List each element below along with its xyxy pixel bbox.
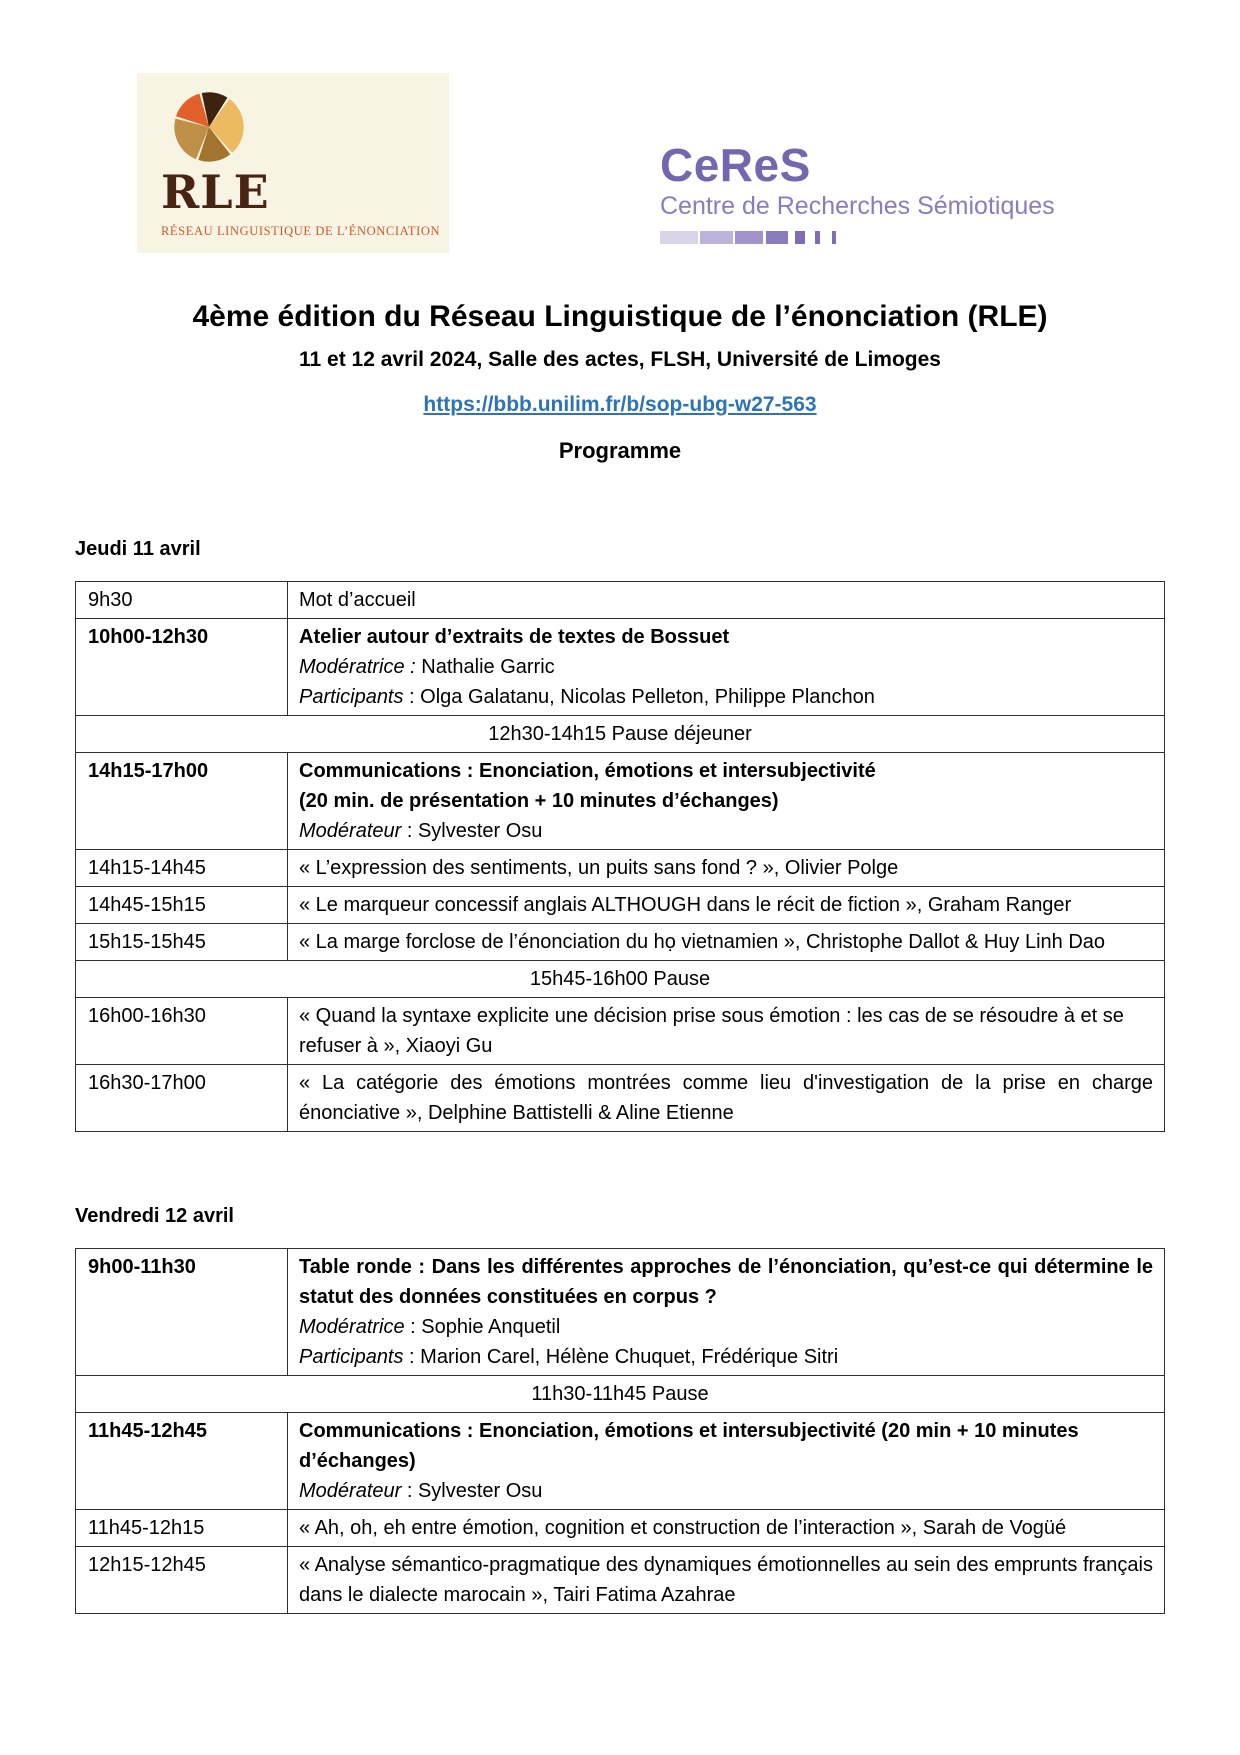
table-row (76, 1413, 1165, 1510)
day-heading: Vendredi 12 avril (75, 1205, 234, 1227)
time-cell: 10h00-12h30 (76, 619, 288, 716)
text-segment: Table ronde : Dans les différentes approches de l’énonciation, qu’est-ce qui détermine le statut des données constituées en corpus ? (299, 1256, 1153, 1308)
text-segment: : Sylvester Osu (401, 1480, 543, 1502)
text-segment: Modérateur (299, 1480, 402, 1502)
session-line (299, 756, 1153, 786)
table-row (76, 887, 1165, 924)
ceres-logo-acronym: CeReS (660, 139, 811, 191)
text-segment: : Olga Galatanu, Nicolas Pelleton, Philippe Planchon (403, 686, 875, 708)
text-segment: Modératrice (299, 1316, 405, 1338)
ceres-logo (660, 139, 1055, 244)
time-cell: 14h45-15h15 (76, 887, 288, 924)
table-row (76, 716, 1165, 753)
ceres-logo-caption: Centre de Recherches Sémiotiques (660, 192, 1055, 220)
ceres-bar-block (815, 231, 820, 244)
time-cell: 11h45-12h15 (76, 1510, 288, 1547)
session-line (299, 622, 1153, 652)
text-segment: « Analyse sémantico-pragmatique des dynamiques émotionnelles au sein des emprunts français dans le dialecte marocain », Tairi Fatima Azahrae (299, 1554, 1153, 1606)
text-segment: Mot d’accueil (299, 589, 416, 611)
day-heading: Jeudi 11 avril (75, 538, 201, 560)
program-days (75, 538, 1165, 1614)
program-table (75, 581, 1165, 1132)
text-segment: « La catégorie des émotions montrées comme lieu d'investigation de la prise en charge énonciative », Delphine Battistelli & Aline Etienne (299, 1072, 1153, 1124)
session-cell (288, 619, 1165, 716)
table-row (76, 1249, 1165, 1376)
text-segment: « Le marqueur concessif anglais ALTHOUGH dans le récit de fiction », Graham Ranger (299, 894, 1072, 916)
table-row (76, 998, 1165, 1065)
time-cell: 11h45-12h45 (76, 1413, 288, 1510)
ceres-logo-bar-icon (660, 231, 1055, 244)
ceres-bar-block (735, 231, 763, 244)
rle-circle-icon (171, 87, 247, 167)
text-segment: « La marge forclose de l’énonciation du họ vietnamien », Christophe Dallot & Huy Linh Dao (299, 931, 1106, 953)
session-cell (288, 924, 1165, 961)
document-title: 4ème édition du Réseau Linguistique de l’énonciation (RLE) (192, 300, 1048, 333)
pause-row: 12h30-14h15 Pause déjeuner (76, 716, 1165, 753)
time-cell: 9h00-11h30 (76, 1249, 288, 1376)
time-cell: 15h15-15h45 (76, 924, 288, 961)
session-cell (288, 1413, 1165, 1510)
ceres-bar-block (700, 231, 733, 244)
session-line (299, 816, 1153, 846)
text-segment: : Sophie Anquetil (404, 1316, 561, 1338)
table-row (76, 1065, 1165, 1132)
session-line (299, 1476, 1153, 1506)
session-cell (288, 1065, 1165, 1132)
text-segment: Modérateur (299, 820, 402, 842)
ceres-bar-block (795, 231, 805, 244)
pause-row: 11h30-11h45 Pause (76, 1376, 1165, 1413)
table-row (76, 582, 1165, 619)
meeting-link[interactable]: https://bbb.unilim.fr/b/sop-ubg-w27-563 (423, 393, 817, 416)
time-cell: 12h15-12h45 (76, 1547, 288, 1614)
text-segment: Participants (299, 1346, 404, 1368)
text-segment: Nathalie Garric (415, 656, 555, 678)
ceres-bar-block (766, 231, 788, 244)
program-table (75, 1248, 1165, 1614)
session-cell (288, 850, 1165, 887)
session-cell (288, 998, 1165, 1065)
document-subtitle: 11 et 12 avril 2024, Salle des actes, FLSH, Université de Limoges (299, 348, 941, 371)
time-cell: 16h30-17h00 (76, 1065, 288, 1132)
session-line (299, 1312, 1153, 1342)
pause-row: 15h45-16h00 Pause (76, 961, 1165, 998)
ceres-bar-block (660, 231, 698, 244)
session-line (299, 927, 1153, 957)
rle-logo-acronym: RLE (161, 165, 270, 219)
text-segment: « L’expression des sentiments, un puits sans fond ? », Olivier Polge (299, 857, 899, 879)
text-segment: Communications : Enonciation, émotions et intersubjectivité (20 min + 10 minutes d’échanges) (299, 1420, 1079, 1472)
ceres-bar-block (832, 231, 836, 244)
table-row (76, 753, 1165, 850)
text-segment: Atelier autour d’extraits de textes de Bossuet (299, 626, 730, 648)
text-segment: « Quand la syntaxe explicite une décision prise sous émotion : les cas de se résoudre à et se refuser à », Xiaoyi Gu (299, 1005, 1124, 1057)
session-line (299, 853, 1153, 883)
rle-logo-caption: RÉSEAU LINGUISTIQUE DE L’ÉNONCIATION (161, 224, 441, 238)
text-segment: (20 min. de présentation + 10 minutes d’échanges) (299, 790, 779, 812)
session-cell (288, 1510, 1165, 1547)
table-row (76, 850, 1165, 887)
time-cell: 14h15-14h45 (76, 850, 288, 887)
text-segment: : Marion Carel, Hélène Chuquet, Frédérique Sitri (403, 1346, 839, 1368)
session-line (299, 1342, 1153, 1372)
session-line (299, 1068, 1153, 1128)
text-segment: Participants (299, 686, 404, 708)
session-line (299, 585, 1153, 615)
session-cell (288, 582, 1165, 619)
session-line (299, 890, 1153, 920)
session-line (299, 786, 1153, 816)
table-row (76, 1547, 1165, 1614)
meeting-link-row (75, 393, 1165, 417)
session-cell (288, 1249, 1165, 1376)
text-segment: : Sylvester Osu (401, 820, 543, 842)
session-line (299, 652, 1153, 682)
time-cell: 16h00-16h30 (76, 998, 288, 1065)
session-cell (288, 887, 1165, 924)
time-cell: 14h15-17h00 (76, 753, 288, 850)
time-cell: 9h30 (76, 582, 288, 619)
program-heading: Programme (558, 438, 682, 463)
session-cell (288, 753, 1165, 850)
session-line (299, 1252, 1153, 1312)
session-cell (288, 1547, 1165, 1614)
table-row (76, 924, 1165, 961)
session-line (299, 1550, 1153, 1610)
table-row (76, 1376, 1165, 1413)
text-segment: « Ah, oh, eh entre émotion, cognition et construction de l’interaction », Sarah de Vogüé (299, 1517, 1067, 1539)
header-logos (75, 0, 1165, 253)
session-line (299, 1416, 1153, 1476)
session-line (299, 1513, 1153, 1543)
rle-logo (137, 73, 449, 253)
session-line (299, 1001, 1153, 1061)
table-row (76, 961, 1165, 998)
table-row (76, 619, 1165, 716)
text-segment: Communications : Enonciation, émotions et intersubjectivité (299, 760, 876, 782)
table-row (76, 1510, 1165, 1547)
session-line (299, 682, 1153, 712)
text-segment: Modératrice : (299, 656, 416, 678)
